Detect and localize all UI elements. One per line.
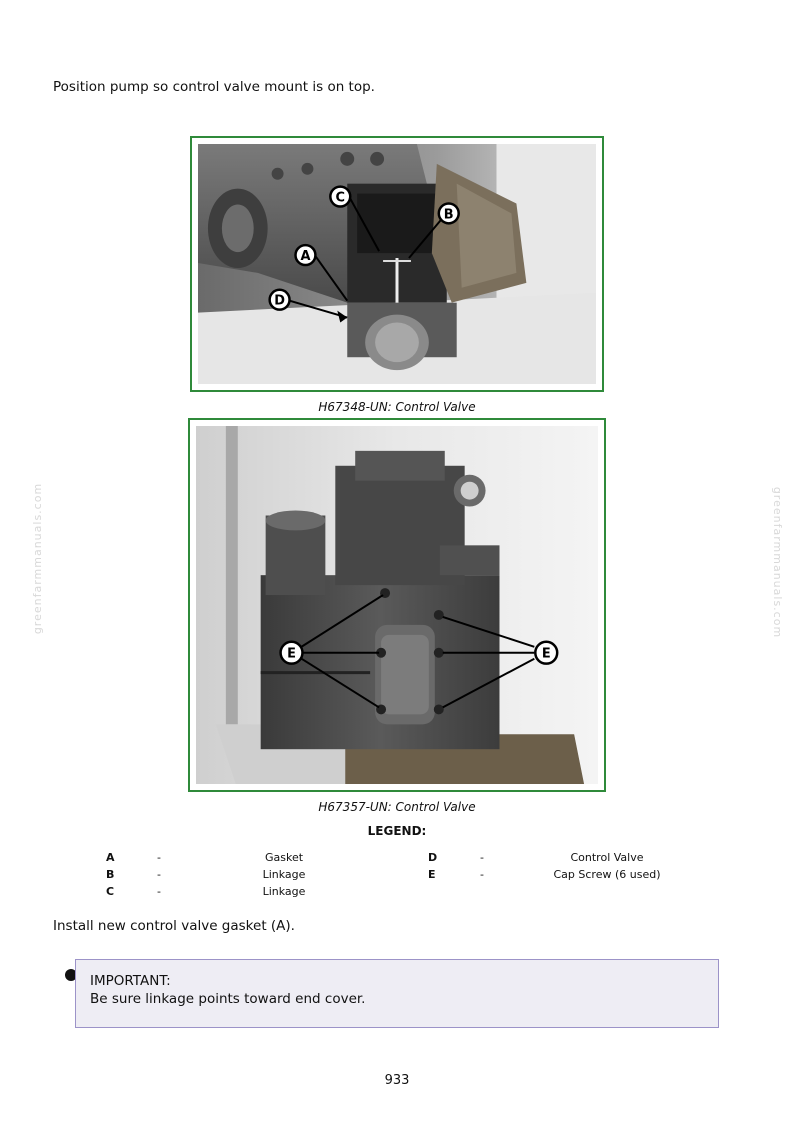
important-heading: IMPORTANT:	[90, 973, 171, 989]
legend-dash: -	[480, 851, 484, 864]
svg-text:B: B	[443, 207, 454, 223]
control-valve-photo-1	[198, 144, 596, 384]
control-valve-photo-2	[196, 426, 598, 784]
legend-value: Cap Screw (6 used)	[553, 868, 661, 881]
watermark-right: greenfarmmanuals.com	[771, 486, 785, 639]
important-notice	[75, 959, 719, 1028]
svg-text:E: E	[287, 646, 296, 662]
legend-key: A	[106, 851, 115, 864]
legend-key: D	[428, 851, 438, 864]
svg-text:E: E	[541, 646, 551, 662]
legend-value: Linkage	[262, 885, 306, 898]
legend-dash: -	[157, 851, 161, 864]
svg-text:A: A	[300, 249, 311, 265]
callout-b	[439, 204, 459, 224]
instruction-text: Install new control valve gasket (A).	[53, 918, 295, 934]
figure1-caption: H67348-UN: Control Valve	[318, 400, 476, 414]
legend-row-d	[0, 851, 794, 867]
page-number: 933	[384, 1073, 410, 1088]
figure2-caption: H67357-UN: Control Valve	[318, 800, 476, 814]
callout-e-left	[281, 642, 303, 664]
callout-d	[270, 290, 290, 310]
watermark-left: greenfarmmanuals.com	[31, 482, 45, 635]
legend-key: E	[428, 868, 436, 881]
legend-row-e	[0, 868, 794, 884]
intro-text: Position pump so control valve mount is on top.	[53, 79, 375, 95]
legend-dash: -	[157, 885, 161, 898]
legend-value: Control Valve	[570, 851, 644, 864]
legend-key: B	[106, 868, 115, 881]
callout-e-right	[535, 642, 557, 664]
legend-value: Linkage	[262, 868, 306, 881]
callout-c	[330, 187, 350, 207]
callout-a	[296, 245, 316, 265]
legend-title: LEGEND:	[367, 824, 427, 838]
legend-dash: -	[480, 868, 484, 881]
important-body: Be sure linkage points toward end cover.	[90, 991, 366, 1007]
svg-text:C: C	[335, 190, 346, 206]
legend-value: Gasket	[264, 851, 304, 864]
figure-control-valve-side	[188, 418, 606, 792]
figure-control-valve-top	[190, 136, 604, 392]
svg-text:D: D	[274, 293, 285, 309]
legend-dash: -	[157, 868, 161, 881]
legend-key: C	[106, 885, 115, 898]
legend-row-c	[0, 885, 794, 901]
